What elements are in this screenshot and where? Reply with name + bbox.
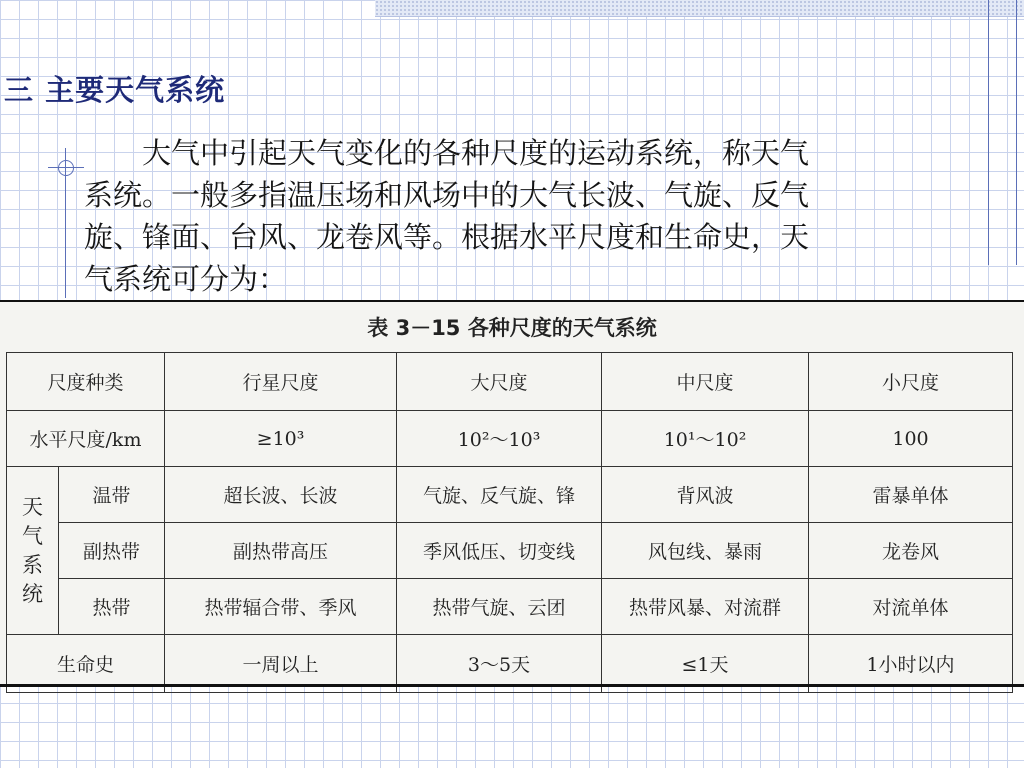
row-label-horizontal-scale: 水平尺度/km — [7, 411, 165, 467]
zone-row-temperate — [7, 467, 1013, 523]
table-bottom-rule — [0, 684, 1024, 687]
intro-paragraph — [84, 132, 944, 300]
header-cell-planetary: 行星尺度 — [165, 353, 397, 411]
paragraph-line: 大气中引起天气变化的各种尺度的运动系统，称天气 — [142, 136, 810, 170]
table-cell: 风包线、暴雨 — [602, 523, 809, 579]
zone-row-subtropical — [7, 523, 1013, 579]
table-cell: 气旋、反气旋、锋 — [397, 467, 602, 523]
zone-label: 温带 — [59, 467, 165, 523]
header-cell-large: 大尺度 — [397, 353, 602, 411]
table-cell: 雷暴单体 — [809, 467, 1013, 523]
decorative-ring — [58, 160, 74, 176]
table-caption: 表 3－15 各种尺度的天气系统 — [367, 316, 657, 340]
table-cell: 100 — [809, 411, 1013, 467]
table-header-row — [7, 353, 1013, 411]
horizontal-scale-row — [7, 411, 1013, 467]
group-label-char: 系 — [22, 552, 43, 577]
header-cell-small: 小尺度 — [809, 353, 1013, 411]
table-cell: 热带风暴、对流群 — [602, 579, 809, 635]
paragraph-line: 系统。一般多指温压场和风场中的大气长波、气旋、反气 — [84, 178, 810, 212]
decorative-vertical-line — [1016, 0, 1017, 265]
table-cell: 10²～10³ — [397, 411, 602, 467]
table-cell: 10¹～10² — [602, 411, 809, 467]
table-cell: 一周以上 — [165, 635, 397, 693]
weather-scale-table — [6, 352, 1013, 693]
zone-label: 副热带 — [59, 523, 165, 579]
table-cell: 1小时以内 — [809, 635, 1013, 693]
table-cell: 热带辐合带、季风 — [165, 579, 397, 635]
paragraph-line: 旋、锋面、台风、龙卷风等。根据水平尺度和生命史，天 — [84, 220, 810, 254]
header-cell-category: 尺度种类 — [7, 353, 165, 411]
table-cell: 背风波 — [602, 467, 809, 523]
table-cell: 龙卷风 — [809, 523, 1013, 579]
header-pattern-band — [375, 0, 1024, 17]
weather-system-group-label — [7, 467, 59, 635]
table-cell: 对流单体 — [809, 579, 1013, 635]
table-cell: 3～5天 — [397, 635, 602, 693]
table-cell: 副热带高压 — [165, 523, 397, 579]
paragraph-line: 气系统可分为： — [84, 262, 288, 296]
group-label-char: 统 — [22, 581, 43, 606]
zone-label: 热带 — [59, 579, 165, 635]
zone-row-tropical — [7, 579, 1013, 635]
table-cell: 热带气旋、云团 — [397, 579, 602, 635]
decorative-vertical-line — [988, 0, 989, 265]
slide-title: 三 主要天气系统 — [4, 73, 226, 107]
header-cell-meso: 中尺度 — [602, 353, 809, 411]
weather-scale-table-image — [0, 302, 1024, 686]
row-label-lifetime: 生命史 — [7, 635, 165, 693]
group-label-char: 天 — [22, 494, 43, 519]
table-cell: ≥10³ — [165, 411, 397, 467]
table-cell: ≤1天 — [602, 635, 809, 693]
group-label-char: 气 — [22, 523, 43, 548]
table-cell: 季风低压、切变线 — [397, 523, 602, 579]
table-cell: 超长波、长波 — [165, 467, 397, 523]
